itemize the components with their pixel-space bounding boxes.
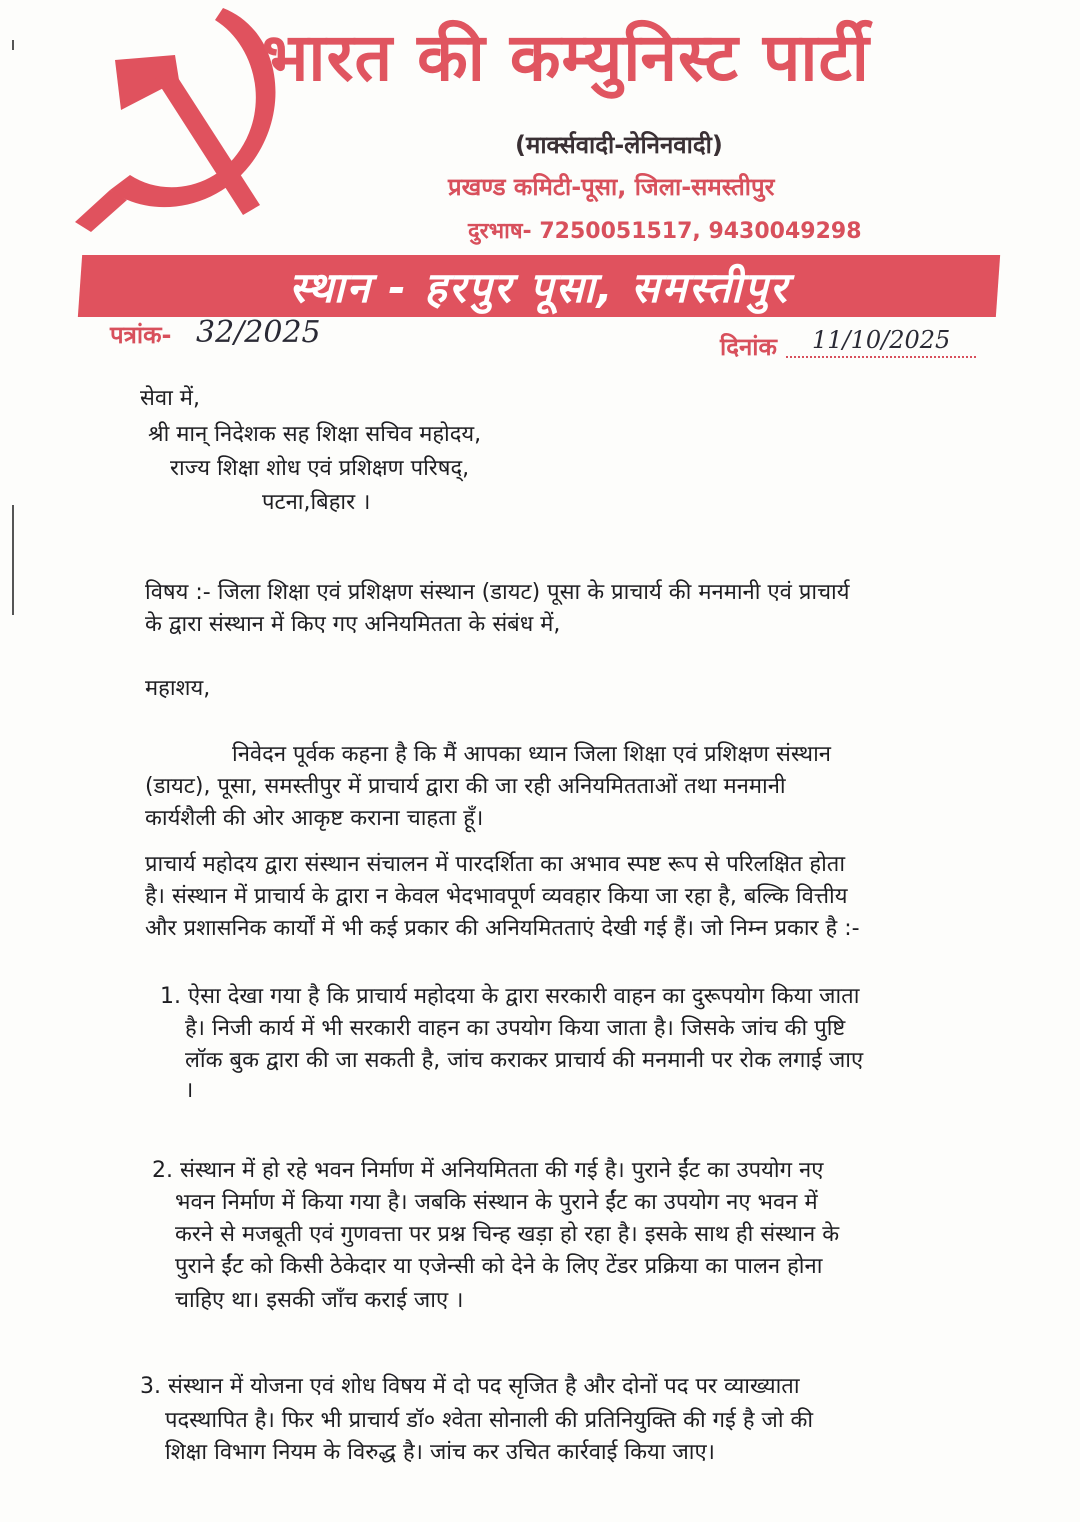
subject-line: विषय :- जिला शिक्षा एवं प्रशिक्षण संस्थान (डायट) पूसा के प्राचार्य की मनमानी एवं प्राचार्य bbox=[145, 580, 850, 605]
phone-line: दुरभाष- 7250051517, 9430049298 bbox=[468, 219, 862, 244]
point-line: करने से मजबूती एवं गुणवत्ता पर प्रश्न चिन्ह खड़ा हो रहा है। इसके साथ ही संस्थान के bbox=[175, 1222, 840, 1247]
party-name: भारत की कम्युनिस्ट पार्टी bbox=[262, 19, 870, 96]
subject-line: के द्वारा संस्थान में किए गए अनियमितता के संबंध में, bbox=[145, 612, 561, 637]
ideology-subtitle: (मार्क्सवादी-लेनिनवादी) bbox=[515, 131, 723, 159]
addressee-line: श्री मान् निदेशक सह शिक्षा सचिव महोदय, bbox=[148, 422, 482, 447]
point-line: है। निजी कार्य में भी सरकारी वाहन का उपयोग किया जाता है। जिसके जांच की पुष्टि bbox=[185, 1016, 846, 1041]
body-line: प्राचार्य महोदय द्वारा संस्थान संचालन में पारदर्शिता का अभाव स्पष्ट रूप से परिलक्षित होता bbox=[145, 852, 846, 877]
reference-label: पत्रांक- bbox=[110, 321, 172, 349]
body-line: है। संस्थान में प्राचार्य के द्वारा न केवल भेदभावपूर्ण व्यवहार किया जा रहा है, बल्कि वित्तीय bbox=[145, 884, 848, 909]
scan-mark bbox=[12, 505, 14, 615]
point-line: 2. संस्थान में हो रहे भवन निर्माण में अनियमितता की गई है। पुराने ईंट का उपयोग नए bbox=[152, 1158, 824, 1183]
body-line: (डायट), पूसा, समस्तीपुर में प्राचार्य द्वारा की जा रही अनियमितताओं तथा मनमानी bbox=[145, 774, 786, 799]
point-line: शिक्षा विभाग नियम के विरुद्ध है। जांच कर उचित कार्रवाई किया जाए। bbox=[165, 1440, 715, 1465]
point-line: । bbox=[185, 1078, 194, 1103]
reference-number: 32/2025 bbox=[196, 315, 321, 350]
body-line: निवेदन पूर्वक कहना है कि मैं आपका ध्यान जिला शिक्षा एवं प्रशिक्षण संस्थान bbox=[232, 742, 831, 767]
point-line: 3. संस्थान में योजना एवं शोध विषय में दो पद सृजित है और दोनों पद पर व्याख्याता bbox=[140, 1374, 800, 1399]
point-line: लॉक बुक द्वारा की जा सकती है, जांच कराकर प्राचार्य की मनमानी पर रोक लगाई जाए bbox=[185, 1048, 864, 1073]
body-line: कार्यशैली की ओर आकृष्ट कराना चाहता हूँ। bbox=[145, 806, 484, 831]
hammer-sickle-emblem bbox=[55, 0, 295, 235]
addressee-line: पटना,बिहार । bbox=[262, 490, 371, 515]
point-line: पदस्थापित है। फिर भी प्राचार्य डॉ० श्वेता सोनाली की प्रतिनियुक्ति की गई है जो की bbox=[165, 1408, 814, 1433]
scan-mark bbox=[12, 40, 14, 50]
committee-line: प्रखण्ड कमिटी-पूसा, जिला-समस्तीपुर bbox=[448, 173, 775, 201]
addressee-line: राज्य शिक्षा शोध एवं प्रशिक्षण परिषद्, bbox=[170, 456, 470, 481]
point-line: चाहिए था। इसकी जाँच कराई जाए । bbox=[175, 1288, 464, 1313]
point-line: भवन निर्माण में किया गया है। जबकि संस्थान के पुराने ईंट का उपयोग नए भवन में bbox=[175, 1190, 818, 1215]
salutation: महाशय, bbox=[145, 676, 211, 701]
date-value: 11/10/2025 bbox=[812, 326, 951, 354]
date-label: दिनांक bbox=[720, 333, 777, 361]
point-line: पुराने ईंट को किसी ठेकेदार या एजेन्सी को देने के लिए टेंडर प्रक्रिया का पालन होना bbox=[175, 1254, 823, 1279]
addressee-line: सेवा में, bbox=[140, 386, 200, 411]
place-band-text: स्थान - हरपुर पूसा, समस्तीपुर bbox=[289, 263, 789, 312]
body-line: और प्रशासनिक कार्यों में भी कई प्रकार की अनियमितताएं देखी गई हैं। जो निम्न प्रकार है :- bbox=[145, 916, 860, 941]
point-line: 1. ऐसा देखा गया है कि प्राचार्य महोदया के द्वारा सरकारी वाहन का दुरूपयोग किया जाता bbox=[160, 984, 860, 1009]
date-dotted-line bbox=[786, 356, 976, 358]
